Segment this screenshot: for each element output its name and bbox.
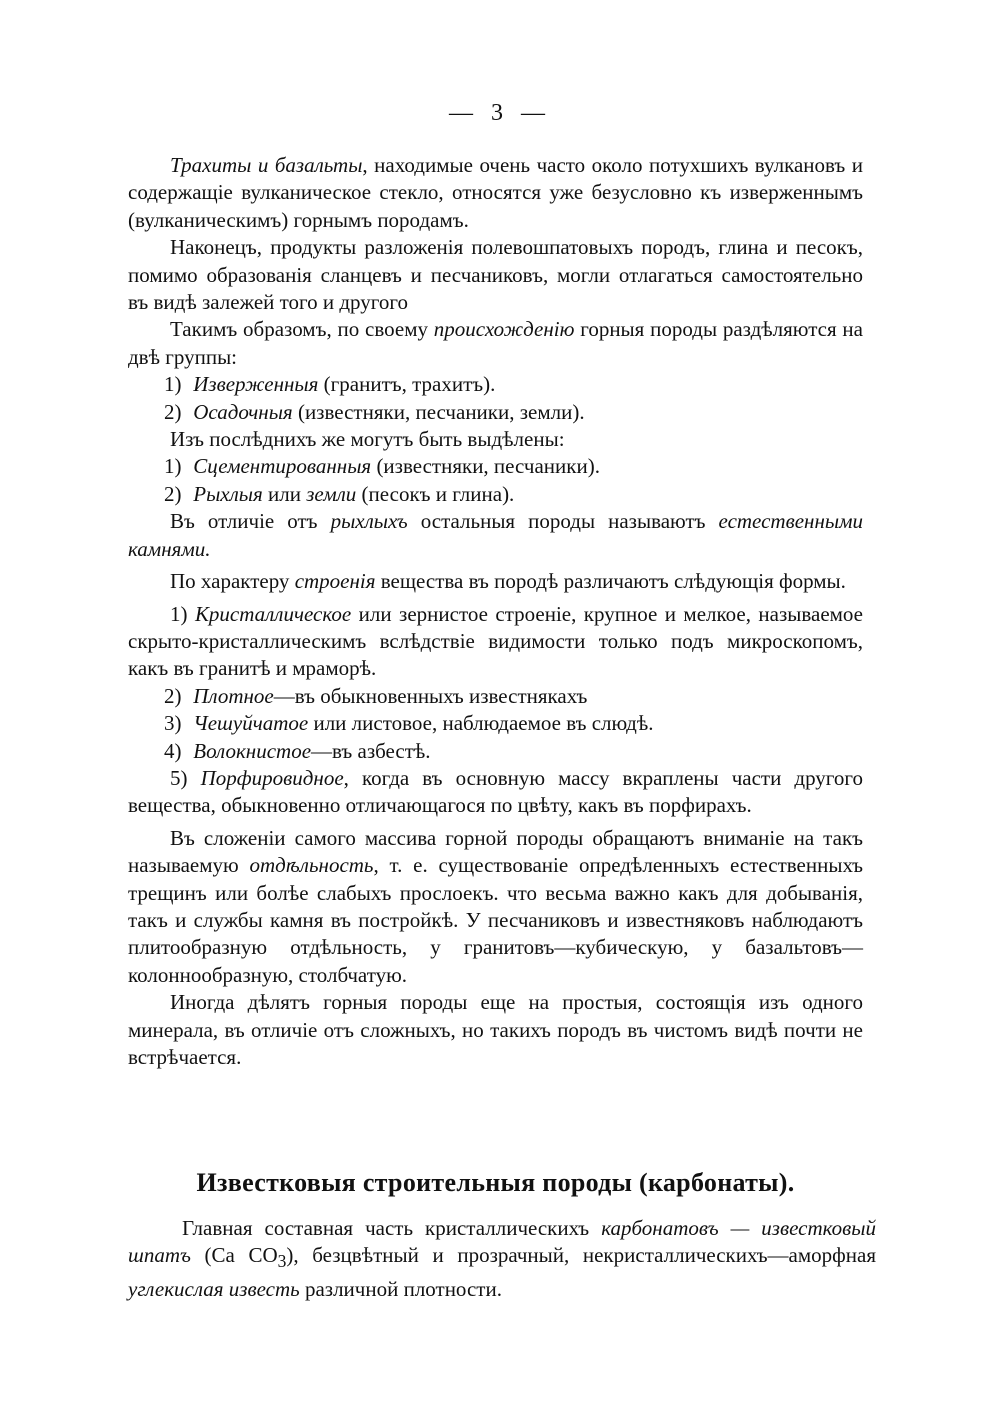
text: ), безцвѣтный и прозрачный, некристаллическихъ—аморфная [286, 1243, 876, 1268]
item-number: 2) [164, 399, 182, 424]
page-number: — 3 — [449, 100, 551, 126]
text: Изъ послѣднихъ же могутъ быть выдѣлены: [170, 427, 565, 452]
text: или [262, 481, 307, 506]
paragraph [128, 316, 863, 371]
italic-term: Кристаллическое [194, 601, 352, 626]
item-number: 1) [164, 454, 182, 479]
item-number: 3) [164, 711, 182, 736]
list-item [128, 399, 863, 426]
list-item [128, 371, 863, 398]
text: горныя породы раздѣляются на двѣ группы: [128, 317, 863, 369]
list-item [128, 683, 863, 710]
paragraph [128, 568, 863, 595]
body-text [128, 152, 863, 1071]
italic-term: Изверженныя [193, 372, 319, 397]
italic-term: рыхлыхъ [330, 509, 408, 534]
paragraph [128, 825, 863, 989]
italic-term: Трахиты и базальты [170, 153, 363, 177]
text: вещества въ породѣ различаютъ слѣдующія формы. [375, 569, 846, 594]
italic-term: Чешуйчатое [193, 711, 309, 736]
italic-term: карбонатовъ — известковый шпатъ [128, 1216, 876, 1268]
list-item [128, 738, 863, 765]
list-item [128, 481, 863, 508]
item-number: 2) [164, 481, 182, 506]
paragraph [128, 426, 863, 453]
italic-term: земли [306, 481, 357, 506]
italic-term: углекислая известь [128, 1277, 300, 1301]
text: Наконецъ, продукты разложенія полевошпатовыхъ породъ, глина и песокъ, помимо образованія сланцевъ и песчаниковъ, могли отлагаться самостоятельно въ видѣ залежей того и другого [128, 235, 863, 315]
paragraph [128, 508, 863, 563]
section-body [128, 1215, 876, 1303]
text: По характеру [170, 569, 295, 594]
italic-term: Осадочныя [193, 399, 293, 424]
text: Въ отличіе отъ [170, 509, 331, 534]
text: Въ сложеніи самого массива горной породы обращаютъ вниманіе на такъ называемую [128, 825, 863, 878]
list-item [128, 601, 863, 683]
item-number: 1) [164, 372, 182, 397]
italic-term: происхожденію [433, 317, 575, 342]
list-item [128, 765, 863, 820]
italic-term: отдѣльность [249, 853, 374, 878]
text: —въ обыкновенныхъ известнякахъ [273, 683, 588, 708]
italic-term: естественными камнями. [128, 509, 863, 561]
text: или зернистое строеніе, крупное и мелкое, называемое скрыто-кристаллическимъ вслѣдствіе видимости только подъ микроскопомъ, какъ въ гранитѣ и мраморѣ. [128, 601, 864, 681]
text: , находимые очень часто около потухшихъ вулкановъ и содержащіе вулканическое стекло, относятся уже безусловно къ изверженнымъ (вулканическимъ) горнымъ породамъ. [128, 153, 863, 232]
item-number: 2) [164, 683, 182, 708]
paragraph [128, 989, 863, 1071]
section-heading: Известковыя строительныя породы (карбонаты). [196, 1168, 795, 1197]
text: , т. е. существованіе опредѣленныхъ естественныхъ трещинъ или болѣе слабыхъ прослоекъ. что весьма важно какъ для добыванія, такъ и службы камня въ постройкѣ. У песчаниковъ и известняковъ наблюдаютъ плитообразную отдѣльность, у гранитовъ—кубическую, у базальтовъ—колоннообразную, столбчатую. [128, 853, 863, 987]
text: Главная составная часть кристаллическихъ [182, 1216, 602, 1240]
text: Иногда дѣлятъ горныя породы еще на простыя, состоящія изъ одного минерала, въ отличіе отъ сложныхъ, но такихъ породъ въ чистомъ видѣ почти не встрѣчается. [128, 990, 863, 1069]
text: , когда въ основную массу вкраплены части другого вещества, обыкновенно отличающагося по цвѣту, какъ въ порфирахъ. [128, 765, 863, 818]
paragraph [128, 234, 863, 316]
text: или листовое, наблюдаемое въ слюдѣ. [308, 711, 654, 736]
item-number: 5) [170, 765, 188, 790]
text: различной плотности. [299, 1277, 502, 1301]
italic-term: Волокнистое [193, 738, 312, 763]
italic-term: Плотное [193, 683, 274, 708]
text: Такимъ образомъ, по своему [170, 317, 434, 342]
list-item [128, 710, 863, 737]
text: остальныя породы называютъ [407, 509, 719, 534]
text: (известняки, песчаники, земли). [292, 399, 585, 424]
item-number: 4) [164, 738, 182, 763]
list-item [128, 453, 863, 480]
italic-term: Порфировидное [200, 765, 344, 790]
text: (известняки, песчаники). [371, 454, 600, 479]
text: (Ca CO [190, 1243, 278, 1268]
text: —въ азбестѣ. [311, 738, 431, 763]
italic-term: строенія [294, 569, 376, 594]
paragraph [128, 1215, 876, 1303]
text: (гранитъ, трахитъ). [318, 372, 496, 397]
text: (песокъ и глина). [356, 481, 515, 506]
item-number: 1) [170, 601, 188, 626]
italic-term: Рыхлыя [193, 481, 263, 506]
paragraph [128, 152, 863, 234]
subscript: 3 [277, 1251, 287, 1272]
italic-term: Сцементированныя [193, 454, 372, 479]
